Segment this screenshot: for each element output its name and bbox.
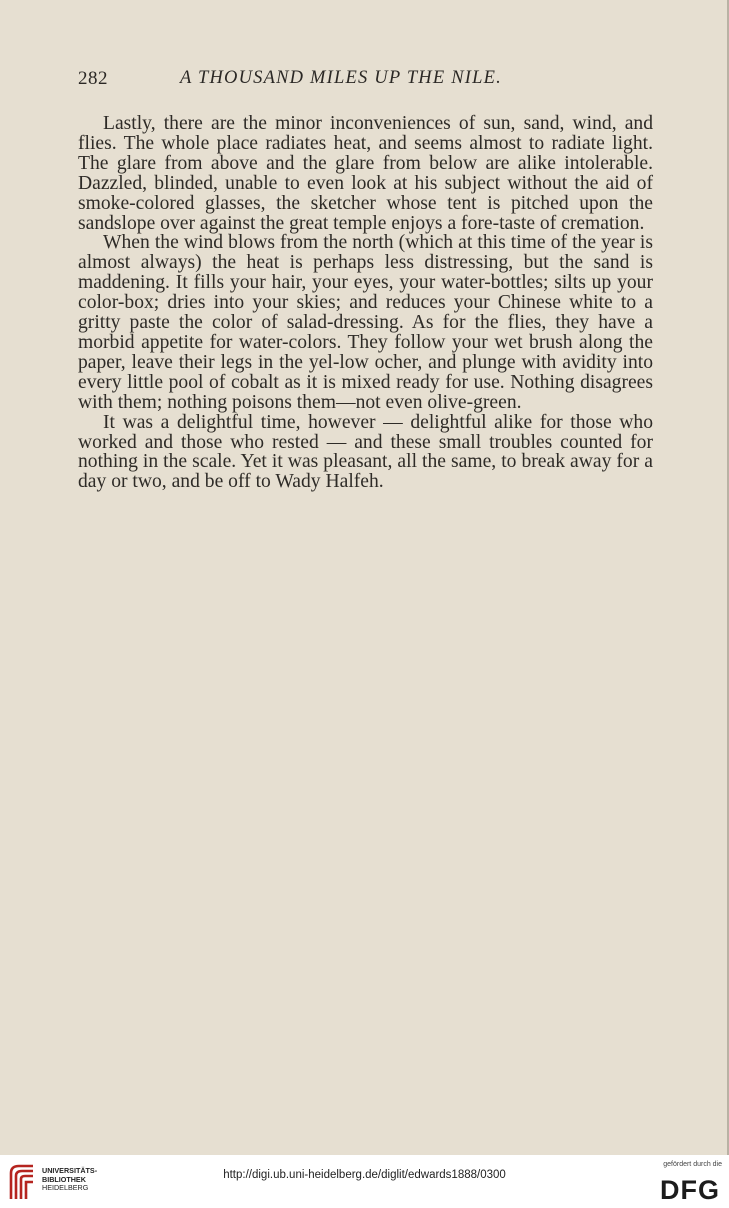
paragraph: When the wind blows from the north (which at this time of the year is almost always) the heat is perhaps less distressing, but the sand is maddening. It fills your hair, your eyes, your water-bottles; silts up your color-box; dries into your skies; and reduces your Chinese white to a gritty paste the color of salad-dressing. As for the flies, they have a morbid appetite for water-colors. They follow your wet brush along the paper, leave their legs in the yel-low ocher, and plunge with avidity into every little pool of cobalt as it is mixed ready for use. Nothing disagrees with them; nothing poisons them—not even olive-green.: [78, 232, 653, 413]
running-title: A THOUSAND MILES UP THE NILE.: [180, 68, 502, 88]
paragraph: It was a delightful time, however — delightful alike for those who worked and those who rested — and these small troubles counted for nothing in the scale. Yet it was pleasant, all the same, to break away for a day or two, and be off to Wady Halfeh.: [78, 411, 653, 493]
library-name-line: UNIVERSITÄTS-: [42, 1166, 98, 1175]
library-name-line: BIBLIOTHEK: [42, 1174, 86, 1184]
funder-caption: gefördert durch die: [663, 1161, 722, 1168]
page-number: 282: [78, 68, 108, 89]
permalink-url[interactable]: http://digi.ub.uni-heidelberg.de/diglit/edwards1888/0300: [223, 1169, 506, 1181]
dfg-logo[interactable]: DFG: [660, 1175, 720, 1205]
paragraph: Lastly, there are the minor inconveniences of sun, sand, wind, and flies. The whole place radiates heat, and seems almost to radiate light. The glare from above and the glare from below are alike intolerable. Dazzled, blinded, unable to even look at his subject without the aid of smoke-colored glasses, the sketcher whose tent is pitched upon the sandslope over against the great temple enjoys a fore-taste of cremation.: [78, 113, 653, 234]
body-text: [78, 114, 653, 492]
running-head: [78, 68, 658, 94]
viewer-footer: [0, 1155, 729, 1208]
library-name-line: HEIDELBERG: [42, 1183, 89, 1192]
